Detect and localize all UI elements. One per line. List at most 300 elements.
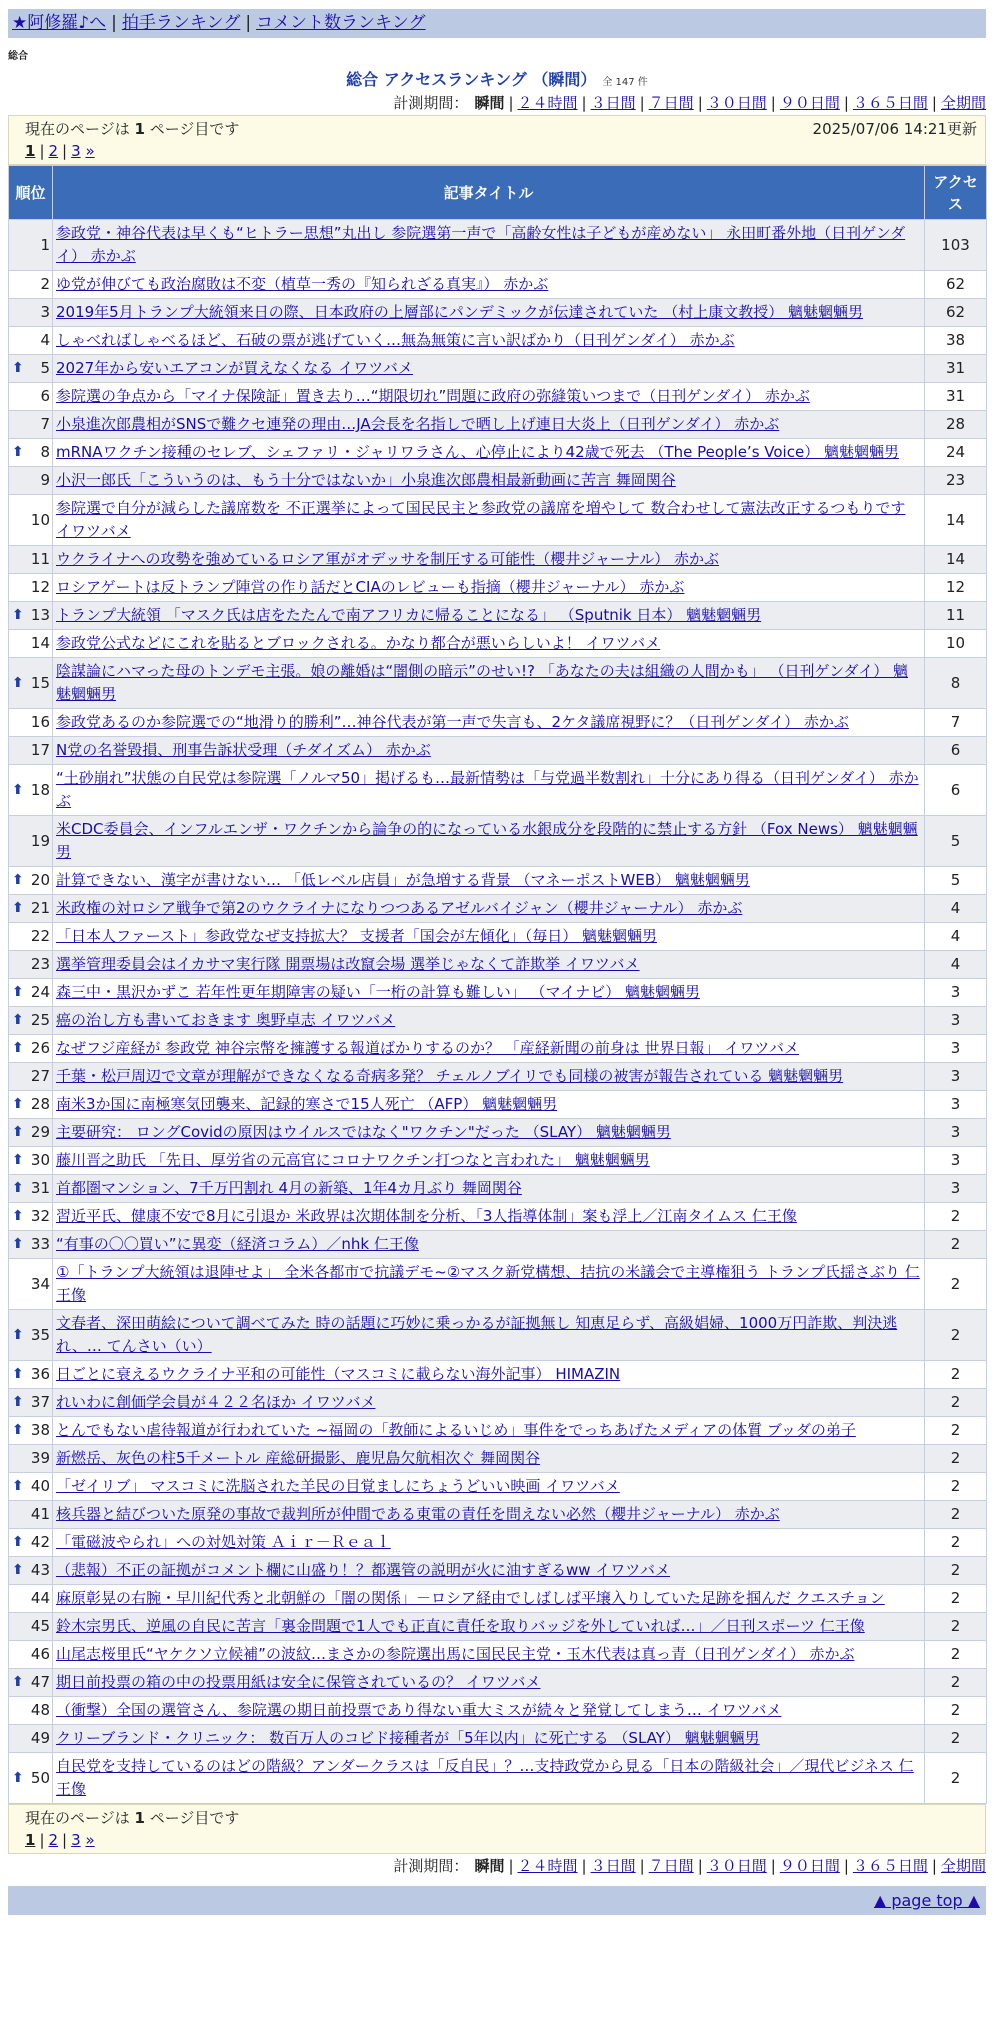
separator: | (39, 142, 45, 160)
title-cell (53, 1641, 925, 1669)
access-count: 24 (925, 439, 987, 467)
table-row (9, 1417, 987, 1445)
rank-up-arrow-icon: ⬆ (12, 607, 24, 623)
article-link[interactable]: 2019年5月トランプ大統領来日の際、日本政府の上層部にパンデミックが伝達されていた （村上康文教授） 魑魅魍魎男 (56, 303, 863, 321)
rank-cell (9, 1389, 53, 1417)
article-link[interactable]: ①「トランプ大統領は退陣せよ」 全米各都市で抗議デモ~②マスク新党構想、拮抗の米議会で主導権狙う トランプ氏揺さぶり 仁王像 (56, 1263, 920, 1304)
separator: | (931, 1857, 937, 1875)
separator: | (508, 1857, 514, 1875)
rank-cell (9, 327, 53, 355)
rank-up-arrow-icon: ⬆ (12, 674, 24, 691)
title-cell (53, 630, 925, 658)
table-row (9, 574, 987, 602)
separator: | (770, 1857, 776, 1875)
rank-cell (9, 1557, 53, 1585)
rank-cell (9, 1361, 53, 1389)
article-link[interactable]: （衝撃）全国の選管さん、参院選の期日前投票であり得ない重大ミスが続々と発覚してしまう… イワツバメ (56, 1701, 782, 1719)
page-info-top (8, 115, 986, 165)
title-cell (53, 737, 925, 765)
table-row (9, 1501, 987, 1529)
rank-cell (9, 816, 53, 867)
article-link[interactable]: N党の名誉毀損、刑事告訴状受理（チダイズム） 赤かぶ (56, 741, 431, 759)
table-row (9, 1641, 987, 1669)
separator: | (697, 94, 703, 112)
title-cell (53, 709, 925, 737)
title-cell (53, 355, 925, 383)
period-link[interactable]: ７日間 (648, 1857, 694, 1875)
pager-top (25, 140, 977, 162)
table-row (9, 951, 987, 979)
article-link[interactable]: 小沢一郎氏「こういうのは、もう十分ではないか」小泉進次郎農相最新動画に苦言 舞岡関谷 (56, 471, 676, 489)
access-count: 2 (925, 1641, 987, 1669)
rank-cell (9, 1035, 53, 1063)
article-link[interactable]: 「電磁波やられ」への対処対策 Ａｉｒ－Ｒｅａｌ (56, 1533, 391, 1551)
title-cell (53, 1119, 925, 1147)
title-cell (53, 1557, 925, 1585)
rank-number: 32 (30, 1207, 50, 1225)
rank-number: 42 (30, 1533, 50, 1551)
rank-cell (9, 1585, 53, 1613)
current-page-text: 現在のページは 1 ページ目です (25, 120, 240, 138)
rank-number: 28 (30, 1095, 50, 1113)
table-row (9, 658, 987, 709)
pager-link[interactable]: 2 (48, 1831, 59, 1849)
title-cell (53, 1147, 925, 1175)
article-link[interactable]: 南米3か国に南極寒気団襲来、記録的寒さで15人死亡 （AFP） 魑魅魍魎男 (56, 1095, 558, 1113)
period-link[interactable]: ３日間 (590, 1857, 636, 1875)
access-count: 3 (925, 979, 987, 1007)
table-row (9, 1361, 987, 1389)
title-cell (53, 327, 925, 355)
access-count: 3 (925, 1175, 987, 1203)
article-link[interactable]: 「ゼイリブ」 マスコミに洗脳された羊民の目覚ましにちょうどいい映画 イワツバメ (56, 1477, 620, 1495)
table-row (9, 1007, 987, 1035)
article-link[interactable]: ゆ党が伸びても政治腐敗は不変（植草一秀の『知られざる真実』） 赤かぶ (56, 275, 549, 293)
rank-number: 35 (30, 1325, 50, 1344)
article-link[interactable]: 参院選で自分が減らした議席数を 不正選挙によって国民民主と参政党の議席を増やして 数合わせして憲法改正するつもりです イワツバメ (56, 499, 906, 540)
rank-number: 17 (30, 741, 50, 759)
access-count: 2 (925, 1310, 987, 1361)
access-count: 2 (925, 1361, 987, 1389)
rank-number: 43 (30, 1561, 50, 1579)
table-row (9, 327, 987, 355)
rank-number: 24 (30, 983, 50, 1001)
table-row (9, 411, 987, 439)
table-row (9, 220, 987, 271)
access-count: 8 (925, 658, 987, 709)
rank-cell (9, 1147, 53, 1175)
access-count: 7 (925, 709, 987, 737)
article-link[interactable]: 主要研究： ロングCovidの原因はウイルスではなく"ワクチン"だった （SLAY） 魑魅魍魎男 (56, 1123, 671, 1141)
article-link[interactable]: クリーブランド・クリニック： 数百万人のコビド接種者が「5年以内」に死亡する （SLAY） 魑魅魍魎男 (56, 1729, 760, 1747)
article-link[interactable]: “土砂崩れ”状態の自民党は参院選「ノルマ50」掲げるも…最新情勢は「与党過半数割れ」十分にあり得る（日刊ゲンダイ） 赤かぶ (56, 769, 919, 810)
access-count: 2 (925, 1203, 987, 1231)
title-cell (53, 574, 925, 602)
title-cell (53, 1310, 925, 1361)
article-link[interactable]: 日ごとに衰えるウクライナ平和の可能性（マスコミに載らない海外記事） HIMAZIN (56, 1365, 621, 1383)
table-row (9, 383, 987, 411)
access-count: 2 (925, 1753, 987, 1804)
access-count: 2 (925, 1557, 987, 1585)
title-cell (53, 1203, 925, 1231)
table-row (9, 1310, 987, 1361)
article-link[interactable]: 参政党公式などにこれを貼るとブロックされる。かなり都合が悪いらしいよ！ イワツバメ (56, 634, 661, 652)
rank-up-arrow-icon: ⬆ (12, 1096, 24, 1112)
rank-cell (9, 709, 53, 737)
rank-cell (9, 495, 53, 546)
rank-cell (9, 737, 53, 765)
title-cell (53, 299, 925, 327)
access-count: 62 (925, 271, 987, 299)
title-cell (53, 1175, 925, 1203)
rank-up-arrow-icon: ⬆ (12, 444, 24, 460)
rank-up-arrow-icon: ⬆ (12, 872, 24, 888)
title-cell (53, 495, 925, 546)
rank-up-arrow-icon: ⬆ (12, 900, 24, 916)
access-count: 31 (925, 355, 987, 383)
article-link[interactable]: トランプ大統領 「マスク氏は店をたたんで南アフリカに帰ることになる」 （Sputnik 日本） 魑魅魍魎男 (56, 606, 762, 624)
rank-number: 8 (40, 443, 50, 461)
rank-number: 19 (30, 831, 50, 850)
access-count: 2 (925, 1259, 987, 1310)
table-row (9, 1147, 987, 1175)
rank-number: 48 (30, 1701, 50, 1719)
separator: | (508, 94, 514, 112)
page-top-bar (8, 1886, 986, 1915)
period-link[interactable]: ３６５日間 (852, 94, 928, 112)
rank-number: 2 (40, 275, 50, 293)
article-link[interactable]: 癌の治し方も書いておきます 奥野卓志 イワツバメ (56, 1011, 396, 1029)
article-link[interactable]: 陰謀論にハマった母のトンデモ主張。娘の離婚は“闇側の暗示”のせい!? 「あなたの夫は組織の人間かも」 （日刊ゲンダイ） 魑魅魍魎男 (56, 662, 909, 703)
pager-link[interactable]: 3 (71, 1831, 81, 1849)
table-row (9, 1203, 987, 1231)
rank-cell (9, 1063, 53, 1091)
rank-number: 44 (30, 1589, 50, 1607)
title-cell (53, 546, 925, 574)
title-header: 記事タイトル (53, 166, 925, 220)
rank-up-arrow-icon: ⬆ (12, 1478, 24, 1494)
article-link[interactable]: 小泉進次郎農相がSNSで難クセ連発の理由…JA会長を名指しで晒し上げ連日大炎上（日刊ゲンダイ） 赤かぶ (56, 415, 780, 433)
access-count: 23 (925, 467, 987, 495)
rank-number: 37 (30, 1393, 50, 1411)
rank-number: 45 (30, 1617, 50, 1635)
table-row (9, 895, 987, 923)
rank-cell (9, 1697, 53, 1725)
separator: | (639, 94, 645, 112)
current-page-text-bottom: 現在のページは 1 ページ目です (25, 1809, 240, 1827)
rank-cell (9, 1473, 53, 1501)
rank-cell (9, 411, 53, 439)
title-cell (53, 765, 925, 816)
rank-cell (9, 1641, 53, 1669)
rank-number: 22 (30, 927, 50, 945)
access-count: 2 (925, 1697, 987, 1725)
table-row (9, 299, 987, 327)
title-cell (53, 271, 925, 299)
table-row (9, 1175, 987, 1203)
article-link[interactable]: 藤川晋之助氏 「先日、厚労省の元高官にコロナワクチン打つなと言われた」 魑魅魍魎男 (56, 1151, 650, 1169)
rank-cell (9, 602, 53, 630)
title-cell (53, 220, 925, 271)
access-count: 38 (925, 327, 987, 355)
rank-up-arrow-icon: ⬆ (12, 1326, 24, 1343)
article-link[interactable]: ロシアゲートは反トランプ陣営の作り話だとCIAのレビューも指摘（櫻井ジャーナル） 赤かぶ (56, 578, 685, 596)
article-link[interactable]: 計算できない、漢字が書けない… 「低レベル店員」が急増する背景 （マネーポストWEB） 魑魅魍魎男 (56, 871, 750, 889)
rank-number: 33 (30, 1235, 50, 1253)
top-navigation: ★阿修羅♪へ | 拍手ランキング | コメント数ランキング (8, 9, 986, 38)
table-row (9, 355, 987, 383)
article-link[interactable]: mRNAワクチン接種のセレブ、シェファリ・ジャリワラさん、心停止により42歳で死去 （The People’s Voice） 魑魅魍魎男 (56, 443, 899, 461)
access-count: 3 (925, 1063, 987, 1091)
rank-number: 47 (30, 1673, 50, 1691)
rank-number: 23 (30, 955, 50, 973)
period-link[interactable]: ３０日間 (706, 94, 767, 112)
title-cell (53, 1007, 925, 1035)
rank-up-arrow-icon: ⬆ (12, 781, 24, 798)
access-count: 3 (925, 1147, 987, 1175)
page-top-link[interactable]: ▲ page top ▲ (873, 1891, 980, 1910)
period-link[interactable]: ２４時間 (517, 1857, 578, 1875)
table-row (9, 1445, 987, 1473)
rank-number: 40 (30, 1477, 50, 1495)
article-link[interactable]: 千葉・松戸周辺で文章が理解ができなくなる奇病多発？ チェルノブイリでも同様の被害が報告されている 魑魅魍魎男 (56, 1067, 844, 1085)
rank-cell (9, 546, 53, 574)
rank-number: 41 (30, 1505, 50, 1523)
table-row (9, 495, 987, 546)
article-link[interactable]: 首都圏マンション、7千万円割れ 4月の新築、1年4カ月ぶり 舞岡関谷 (56, 1179, 522, 1197)
title-cell (53, 1697, 925, 1725)
article-link[interactable]: しゃべればしゃべるほど、石破の票が逃げていく…無為無策に言い訳ばかり（日刊ゲンダイ） 赤かぶ (56, 331, 735, 349)
count-header: アクセス (925, 166, 987, 220)
rank-cell (9, 1613, 53, 1641)
title-cell (53, 1091, 925, 1119)
period-link[interactable]: ７日間 (648, 94, 694, 112)
period-link[interactable]: ９０日間 (779, 94, 840, 112)
home-link[interactable]: ★阿修羅♪へ (12, 13, 107, 33)
access-count: 6 (925, 737, 987, 765)
rank-number: 50 (30, 1768, 50, 1787)
access-count: 11 (925, 602, 987, 630)
title-cell (53, 1501, 925, 1529)
pager-current: 1 (25, 1831, 36, 1849)
article-link[interactable]: 文春者、深田萌絵について調べてみた 時の話題に巧妙に乗っかるが証拠無し 知恵足らず、高級娼婦、1000万円詐欺、判決逃れ、… てんさい（い） (56, 1314, 898, 1355)
period-link[interactable]: 全期間 (940, 1857, 986, 1875)
article-link[interactable]: （悲報）不正の証拠がコメント欄に山盛り！？都選管の説明が火に油すぎるww イワツバメ (56, 1561, 671, 1579)
article-link[interactable]: 参院選の争点から「マイナ保険証」置き去り…“期限切れ”問題に政府の弥縫策いつまで（日刊ゲンダイ） 赤かぶ (56, 387, 810, 405)
rank-cell (9, 951, 53, 979)
article-link[interactable]: 米政権の対ロシア戦争で第2のウクライナになりつつあるアゼルバイジャン（櫻井ジャーナル） 赤かぶ (56, 899, 743, 917)
rank-up-arrow-icon: ⬆ (12, 1180, 24, 1196)
article-link[interactable]: れいわに創価学会員が４２２名ほか イワツバメ (56, 1393, 376, 1411)
article-link[interactable]: 麻原彰晃の右腕・早川紀代秀と北朝鮮の「闇の関係」－ロシア経由でしばしば平壌入りしていた足跡を掴んだ クエスチョン (56, 1589, 885, 1607)
access-count: 2 (925, 1501, 987, 1529)
period-label: 計測期間： (393, 1857, 469, 1875)
title-cell (53, 1063, 925, 1091)
access-count: 31 (925, 383, 987, 411)
period-current: 瞬間 (474, 94, 505, 112)
period-label: 計測期間： (393, 94, 469, 112)
title-cell (53, 1361, 925, 1389)
title-cell (53, 1231, 925, 1259)
period-link[interactable]: ２４時間 (517, 94, 578, 112)
table-row (9, 1613, 987, 1641)
access-count: 6 (925, 765, 987, 816)
article-link[interactable]: “有事の〇〇買い”に異変（経済コラム）／nhk 仁王像 (56, 1235, 419, 1253)
access-count: 2 (925, 1417, 987, 1445)
table-row (9, 1585, 987, 1613)
access-count: 2 (925, 1613, 987, 1641)
table-row (9, 737, 987, 765)
rank-number: 16 (30, 713, 50, 731)
rank-number: 6 (40, 387, 50, 405)
access-count: 2 (925, 1669, 987, 1697)
article-link[interactable]: 2027年から安いエアコンが買えなくなる イワツバメ (56, 359, 413, 377)
pager-next-link[interactable]: » (85, 1831, 95, 1849)
period-link[interactable]: ３日間 (590, 94, 636, 112)
pager-bottom (25, 1829, 977, 1851)
rank-number: 46 (30, 1645, 50, 1663)
pager-link[interactable]: 2 (48, 142, 59, 160)
title-cell (53, 383, 925, 411)
article-link[interactable]: 山尾志桜里氏“ヤケクソ立候補”の波紋…まさかの参院選出馬に国民民主党・玉木代表は真っ青（日刊ゲンダイ） 赤かぶ (56, 1645, 855, 1663)
title-cell (53, 1445, 925, 1473)
rank-number: 14 (30, 634, 50, 652)
rank-number: 5 (40, 359, 50, 377)
rank-up-arrow-icon: ⬆ (12, 1562, 24, 1578)
separator: | (62, 1831, 68, 1849)
rank-header: 順位 (9, 166, 53, 220)
period-current: 瞬間 (474, 1857, 505, 1875)
article-link[interactable]: 鈴木宗男氏、逆風の自民に苦言「裏金問題で1人でも正直に責任を取りバッジを外していれば…」／日刊スポーツ 仁王像 (56, 1617, 865, 1635)
rank-cell (9, 383, 53, 411)
period-link[interactable]: ３６５日間 (852, 1857, 928, 1875)
table-row (9, 765, 987, 816)
rank-up-arrow-icon: ⬆ (12, 984, 24, 1000)
period-selector-top (8, 91, 986, 115)
access-count: 14 (925, 495, 987, 546)
access-count: 5 (925, 867, 987, 895)
category-tag: 総合 (8, 51, 28, 62)
rank-number: 9 (40, 471, 50, 489)
article-link[interactable]: 期日前投票の箱の中の投票用紙は安全に保管されているの？ イワツバメ (56, 1673, 541, 1691)
title-cell (53, 979, 925, 1007)
rank-up-arrow-icon: ⬆ (12, 1208, 24, 1224)
access-count: 2 (925, 1473, 987, 1501)
separator: | (639, 1857, 645, 1875)
title-cell (53, 658, 925, 709)
table-row (9, 271, 987, 299)
period-link[interactable]: ３０日間 (706, 1857, 767, 1875)
table-row (9, 1753, 987, 1804)
table-row (9, 1529, 987, 1557)
period-link[interactable]: 全期間 (940, 94, 986, 112)
clap-ranking-link[interactable]: 拍手ランキング (121, 13, 241, 33)
rank-cell (9, 867, 53, 895)
separator: | (770, 94, 776, 112)
table-row (9, 1557, 987, 1585)
access-count: 4 (925, 923, 987, 951)
table-row (9, 602, 987, 630)
article-link[interactable]: 米CDC委員会、インフルエンザ・ワクチンから論争の的になっている水銀成分を段階的に禁止する方針 （Fox News） 魑魅魍魎男 (56, 820, 918, 861)
pager-link[interactable]: 3 (71, 142, 81, 160)
table-row (9, 1035, 987, 1063)
separator: | (931, 94, 937, 112)
rank-cell (9, 979, 53, 1007)
rank-cell (9, 1119, 53, 1147)
period-link[interactable]: ９０日間 (779, 1857, 840, 1875)
table-row (9, 1231, 987, 1259)
rank-cell (9, 574, 53, 602)
title-cell (53, 1753, 925, 1804)
rank-up-arrow-icon: ⬆ (12, 1040, 24, 1056)
comment-ranking-link[interactable]: コメント数ランキング (256, 13, 426, 33)
rank-up-arrow-icon: ⬆ (12, 1394, 24, 1410)
table-row (9, 979, 987, 1007)
access-count: 2 (925, 1445, 987, 1473)
article-link[interactable]: ウクライナへの攻勢を強めているロシア軍がオデッサを制圧する可能性（櫻井ジャーナル） 赤かぶ (56, 550, 719, 568)
period-selector-bottom (8, 1854, 986, 1878)
rank-cell (9, 467, 53, 495)
updated-timestamp: 2025/07/06 14:21更新 (812, 120, 977, 138)
rank-number: 30 (30, 1151, 50, 1169)
table-row (9, 709, 987, 737)
rank-cell (9, 439, 53, 467)
table-row (9, 1669, 987, 1697)
rank-cell (9, 1501, 53, 1529)
rank-up-arrow-icon: ⬆ (12, 1012, 24, 1028)
title-cell (53, 1613, 925, 1641)
rank-cell (9, 1259, 53, 1310)
table-row (9, 1091, 987, 1119)
article-link[interactable]: 森三中・黒沢かずこ 若年性更年期障害の疑い「一桁の計算も難しい」 （マイナビ） 魑魅魍魎男 (56, 983, 701, 1001)
rank-number: 4 (40, 331, 50, 349)
pager-next-link[interactable]: » (85, 142, 95, 160)
rank-up-arrow-icon: ⬆ (12, 1152, 24, 1168)
article-link[interactable]: 「日本人ファースト」参政党なぜ支持拡大？ 支援者「国会が左傾化」（毎日） 魑魅魍魎男 (56, 927, 657, 945)
title-cell (53, 816, 925, 867)
article-link[interactable]: 選挙管理委員会はイカサマ実行隊 開票場は改竄会場 選挙じゃなくて詐欺挙 イワツバメ (56, 955, 640, 973)
rank-number: 13 (30, 606, 50, 624)
article-link[interactable]: 新燃岳、灰色の柱5千メートル 産総研撮影、鹿児島欠航相次ぐ 舞岡関谷 (56, 1449, 541, 1467)
rank-up-arrow-icon: ⬆ (12, 1422, 24, 1438)
title-cell (53, 439, 925, 467)
article-link[interactable]: とんでもない虐待報道が行われていた ~福岡の「教師によるいじめ」事件をでっちあげたメディアの体質 ブッダの弟子 (56, 1421, 856, 1439)
separator: | (581, 1857, 587, 1875)
rank-up-arrow-icon: ⬆ (12, 1769, 24, 1786)
rank-up-arrow-icon: ⬆ (12, 1674, 24, 1690)
access-count: 10 (925, 630, 987, 658)
title-cell (53, 602, 925, 630)
access-count: 3 (925, 1119, 987, 1147)
access-count: 5 (925, 816, 987, 867)
article-link[interactable]: 核兵器と結びついた原発の事故で裁判所が仲間である東電の責任を問えない必然（櫻井ジャーナル） 赤かぶ (56, 1505, 780, 1523)
rank-cell (9, 1753, 53, 1804)
article-link[interactable]: 習近平氏、健康不安で8月に引退か 米政界は次期体制を分析、「3人指導体制」案も浮上／江南タイムス 仁王像 (56, 1207, 797, 1225)
title-cell (53, 467, 925, 495)
access-count: 2 (925, 1231, 987, 1259)
article-link[interactable]: 参政党・神谷代表は早くも“ヒトラー思想”丸出し 参院選第一声で「高齢女性は子どもが産めない」 永田町番外地（日刊ゲンダイ） 赤かぶ (56, 224, 906, 265)
rank-up-arrow-icon: ⬆ (12, 1366, 24, 1382)
article-link[interactable]: 自民党を支持しているのはどの階級？アンダークラスは「反自民」？…支持政党から見る「日本の階級社会」／現代ビジネス 仁王像 (56, 1757, 914, 1798)
rank-cell (9, 220, 53, 271)
page-title (8, 69, 986, 91)
rank-number: 18 (30, 780, 50, 799)
rank-number: 34 (30, 1274, 50, 1293)
rank-number: 10 (30, 510, 50, 529)
article-link[interactable]: なぜフジ産経が 参政党 神谷宗幣を擁護する報道ばかりするのか？ 「産経新聞の前身は 世界日報」 イワツバメ (56, 1039, 799, 1057)
rank-cell (9, 658, 53, 709)
article-link[interactable]: 参政党あるのか参院選での“地滑り的勝利”…神谷代表が第一声で失言も、2ケタ議席視野に？（日刊ゲンダイ） 赤かぶ (56, 713, 849, 731)
